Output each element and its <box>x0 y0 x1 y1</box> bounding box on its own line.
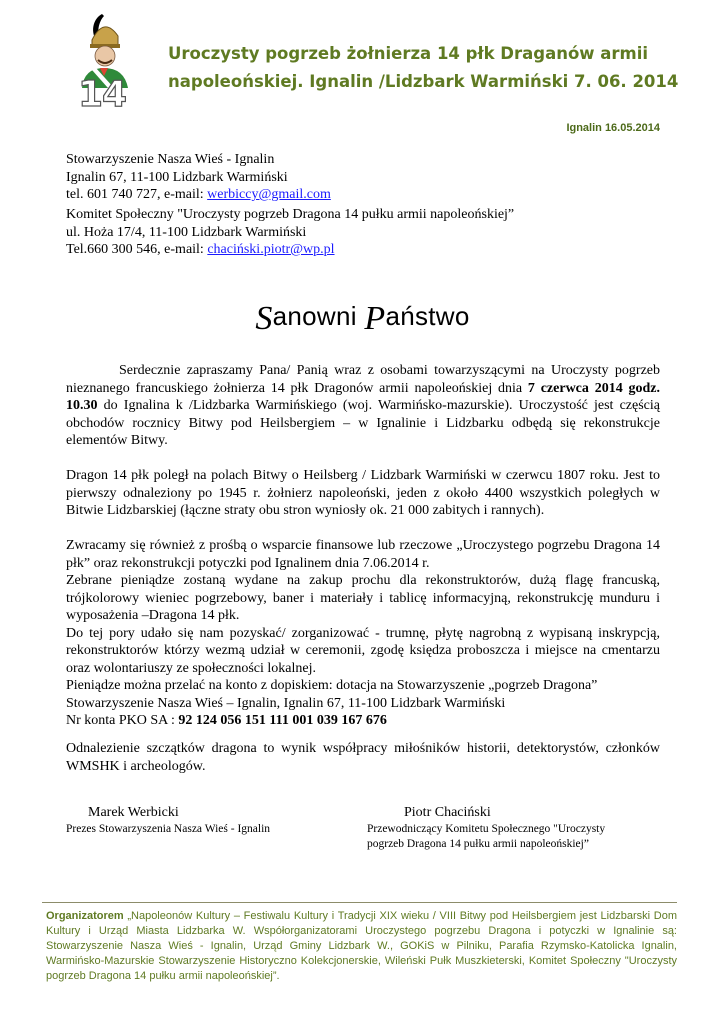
greeting-initial-p: P <box>364 300 386 337</box>
letter-paragraph-invitation <box>66 362 660 450</box>
letter-paragraph-support <box>66 537 660 730</box>
sender2-phone: Tel.660 300 546, e-mail: <box>66 242 208 257</box>
bank-account-label: Nr konta PKO SA : <box>66 713 179 728</box>
signature-name: Marek Werbicki <box>88 805 179 820</box>
greeting-heading <box>0 300 725 338</box>
support-progress: Do tej pory udało się nam pozyskać/ zorganizować - trumnę, płytę nagrobną z wypisaną inskrypcją, rekonstruktorów którzy wezmą udział w ceremonii, zgodę księdza proboszcza i miejsce na cmentarzu oraz wolontariuszy ze społeczności lokalnej. <box>66 625 660 676</box>
greeting-word2: aństwo <box>385 301 470 331</box>
signature-role: Prezes Stowarzyszenia Nasza Wieś - Ignalin <box>66 822 271 835</box>
letter-paragraph-history <box>66 467 660 520</box>
sender1-email-link[interactable]: werbiccy@gmail.com <box>207 187 331 202</box>
bank-account-number: 92 124 056 151 111 001 039 167 676 <box>178 713 387 728</box>
dragoon-logo <box>74 10 154 115</box>
signature-werbicki <box>66 804 270 837</box>
footer-text: „Napoleonów Kultury – Festiwalu Kultury i Tradycji XIX wieku / VIII Bitwy pod Heilsbergiem jest Lidzbarski Dom Kultury i Urząd Miasta Lidzbarka W. Współorganizatorami Uroczystego pogrzebu Dragona i potyczki w Ignalinie są: Stowarzyszenie Nasza Wieś - Ignalin, Urząd Gminy Lidzbark W., GOKiS w Pilniku, Parafia Rzymsko-Katolicka Ignalin, Warmińsko-Mazurskie Stowarzyszenie Historyczno Kolekcjonerskie, Wileński Pułk Muszkieterski, Komitet Społeczny "Uroczysty pogrzeb Dragona 14 pułku armii napoleońskiej”. <box>46 910 677 982</box>
signature-role: Przewodniczący Komitetu Społecznego "Uroczysty <box>367 822 606 835</box>
support-recipient: Stowarzyszenie Nasza Wieś – Ignalin, Ignalin 67, 11-100 Lidzbark Warmiński <box>66 695 506 711</box>
signature-role-continued: pogrzeb Dragona 14 pułku armii napoleońskiej” <box>367 837 589 850</box>
ceremony-date: 7 czerwca 2014 godz. 10.30 <box>66 380 660 413</box>
footer-label: Organizatorem <box>46 910 124 922</box>
support-spending: Zebrane pieniądze zostaną wydane na zakup prochu dla rekonstruktorów, dużą flagę francuską, trójkolorowy wieniec pogrzebowy, baner i materiały i tablicę informacyjną, rekonstrukcję munduru i wyposażenia –Dragona 14 płk. <box>66 573 660 623</box>
sender1-name: Stowarzyszenie Nasza Wieś - Ignalin <box>66 152 275 167</box>
signature-chacinski <box>367 804 605 852</box>
history-text: Dragon 14 płk poległ na polach Bitwy o Heilsberg / Lidzbark Warmiński w czerwcu 1807 roku. Jest to pierwszy odnaleziony po 1945 r. żołnierz napoleoński, jeden z około 4400 wszystkich poległych w Bitwie Lidzbarskiej (łączne straty obu stron wyniosły ok. 21 000 zabitych i rannych). <box>66 468 660 518</box>
header-title-line1: Uroczysty pogrzeb żołnierza 14 płk Draganów armii <box>168 44 649 63</box>
sender1-contact <box>66 186 331 204</box>
footer-organizers <box>42 902 677 984</box>
greeting-word1: anowni <box>272 301 365 331</box>
support-transfer: Pieniądze można przelać na konto z dopiskiem: dotacja na Stowarzyszenie „pogrzeb Dragona” <box>66 678 598 693</box>
sender-block-association <box>66 151 331 204</box>
sender2-address: ul. Hoża 17/4, 11-100 Lidzbark Warmiński <box>66 224 307 240</box>
sender-block-committee <box>66 206 514 259</box>
sender1-phone: tel. 601 740 727, e-mail: <box>66 187 208 202</box>
invitation-text-a: Serdecznie zapraszamy Pana/ Panią wraz z osobami towarzyszącymi na Uroczysty pogrzeb nieznanego francuskiego żołnierza 14 płk Dragonów armii napoleońskiej dnia <box>66 363 660 396</box>
letter-paragraph-closing <box>66 740 660 775</box>
support-request: Zwracamy się również z prośbą o wsparcie finansowe lub rzeczowe „Uroczystego pogrzebu Dragona 14 płk” oraz rekonstrukcji potyczki pod Ignalinem dnia 7.06.2014 r. <box>66 538 660 571</box>
sender1-address: Ignalin 67, 11-100 Lidzbark Warmiński <box>66 169 288 185</box>
header-title-line2: napoleońskiej. Ignalin /Lidzbark Warmiński 7. 06. 2014 <box>168 72 679 91</box>
sender2-contact <box>66 241 514 259</box>
logo-number: 14 <box>78 74 127 115</box>
greeting-initial-s: S <box>255 300 273 337</box>
date-place: Ignalin 16.05.2014 <box>566 122 660 134</box>
invitation-text-b: do Ignalina k /Lidzbarka Warmińskiego (woj. Warmińsko-mazurskie). Uroczystość jest częścią obchodów rocznicy Bitwy pod Heilsbergiem – w Ignalinie i Lidzbarku odbędą się rekonstrukcje elementów Bitwy. <box>66 398 660 448</box>
header-title <box>168 40 708 96</box>
bank-account-line <box>66 712 660 730</box>
sender2-email-link[interactable]: chaciński.piotr@wp.pl <box>207 242 335 257</box>
sender2-name: Komitet Społeczny "Uroczysty pogrzeb Dragona 14 pułku armii napoleońskiej” <box>66 207 515 222</box>
closing-text: Odnalezienie szczątków dragona to wynik współpracy miłośników historii, detektorystów, członków WMSHK i archeologów. <box>66 741 660 774</box>
signature-name: Piotr Chaciński <box>404 805 491 820</box>
